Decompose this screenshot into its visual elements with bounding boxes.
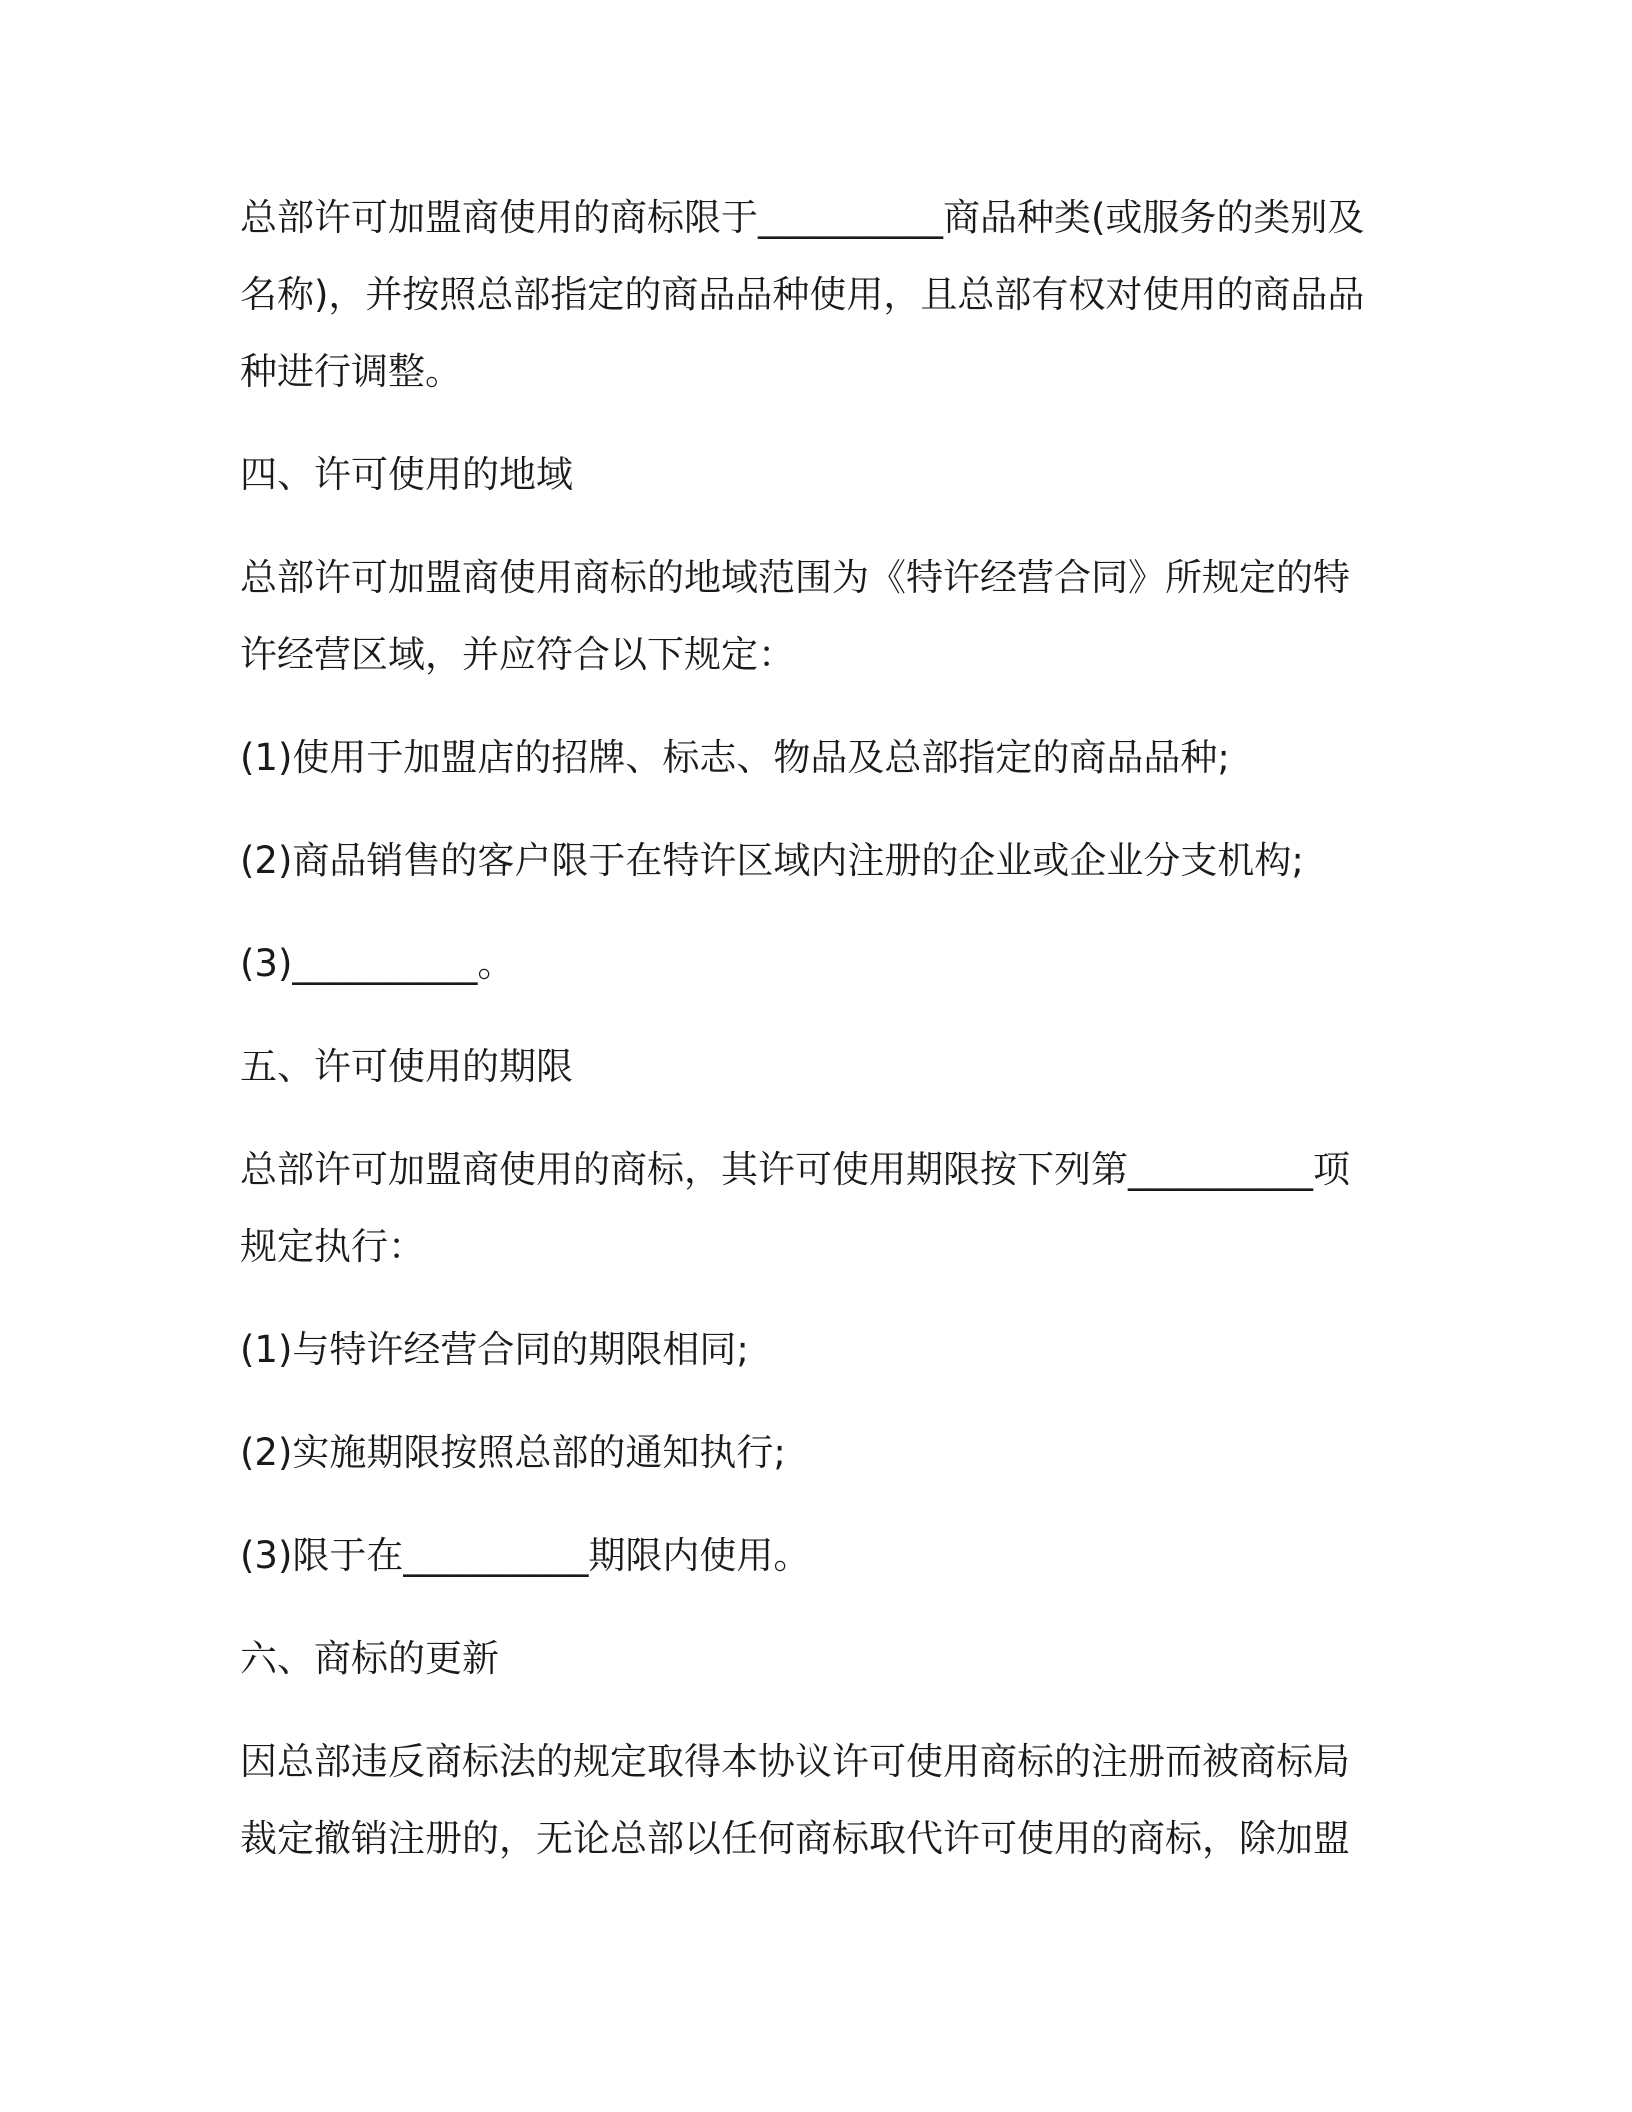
list-item: (1)与特许经营合同的期限相同; xyxy=(240,1328,749,1371)
section6-body xyxy=(240,1723,1440,1877)
paragraph-line: 因总部违反商标法的规定取得本协议许可使用商标的注册而被商标局 xyxy=(240,1740,1350,1783)
list-item: (1)使用于加盟店的招牌、标志、物品及总部指定的商品品种; xyxy=(240,736,1230,779)
section5-heading xyxy=(240,1028,1440,1105)
section6-heading xyxy=(240,1620,1440,1697)
paragraph-line: 总部许可加盟商使用的商标，其许可使用期限按下列第__________项 xyxy=(240,1148,1350,1191)
section-heading: 六、商标的更新 xyxy=(240,1637,499,1680)
section5-item-1 xyxy=(240,1311,1440,1388)
section5-intro xyxy=(240,1131,1440,1285)
paragraph-line: 许经营区域，并应符合以下规定： xyxy=(240,633,795,676)
list-item: (3)__________。 xyxy=(240,942,515,985)
paragraph-line: 规定执行： xyxy=(240,1225,425,1268)
document-page xyxy=(240,179,1440,1903)
section5-item-2 xyxy=(240,1414,1440,1491)
section4-intro xyxy=(240,539,1440,693)
list-item: (3)限于在__________期限内使用。 xyxy=(240,1534,811,1577)
paragraph-line: 总部许可加盟商使用商标的地域范围为《特许经营合同》所规定的特 xyxy=(240,556,1350,599)
section5-item-3 xyxy=(240,1517,1440,1594)
list-item: (2)商品销售的客户限于在特许区域内注册的企业或企业分支机构; xyxy=(240,839,1304,882)
section-heading: 五、许可使用的期限 xyxy=(240,1045,573,1088)
section4-item-2 xyxy=(240,822,1440,899)
paragraph-line: 总部许可加盟商使用的商标限于__________商品种类(或服务的类别及 xyxy=(240,196,1365,239)
section-heading: 四、许可使用的地域 xyxy=(240,453,573,496)
section4-item-3 xyxy=(240,925,1440,1002)
paragraph-line: 名称)，并按照总部指定的商品品种使用，且总部有权对使用的商品品 xyxy=(240,273,1365,316)
section4-heading xyxy=(240,436,1440,513)
list-item: (2)实施期限按照总部的通知执行; xyxy=(240,1431,786,1474)
paragraph-line: 裁定撤销注册的，无论总部以任何商标取代许可使用的商标，除加盟 xyxy=(240,1817,1350,1860)
section4-item-1 xyxy=(240,719,1440,796)
section3-paragraph xyxy=(240,179,1440,410)
paragraph-line: 种进行调整。 xyxy=(240,350,462,393)
